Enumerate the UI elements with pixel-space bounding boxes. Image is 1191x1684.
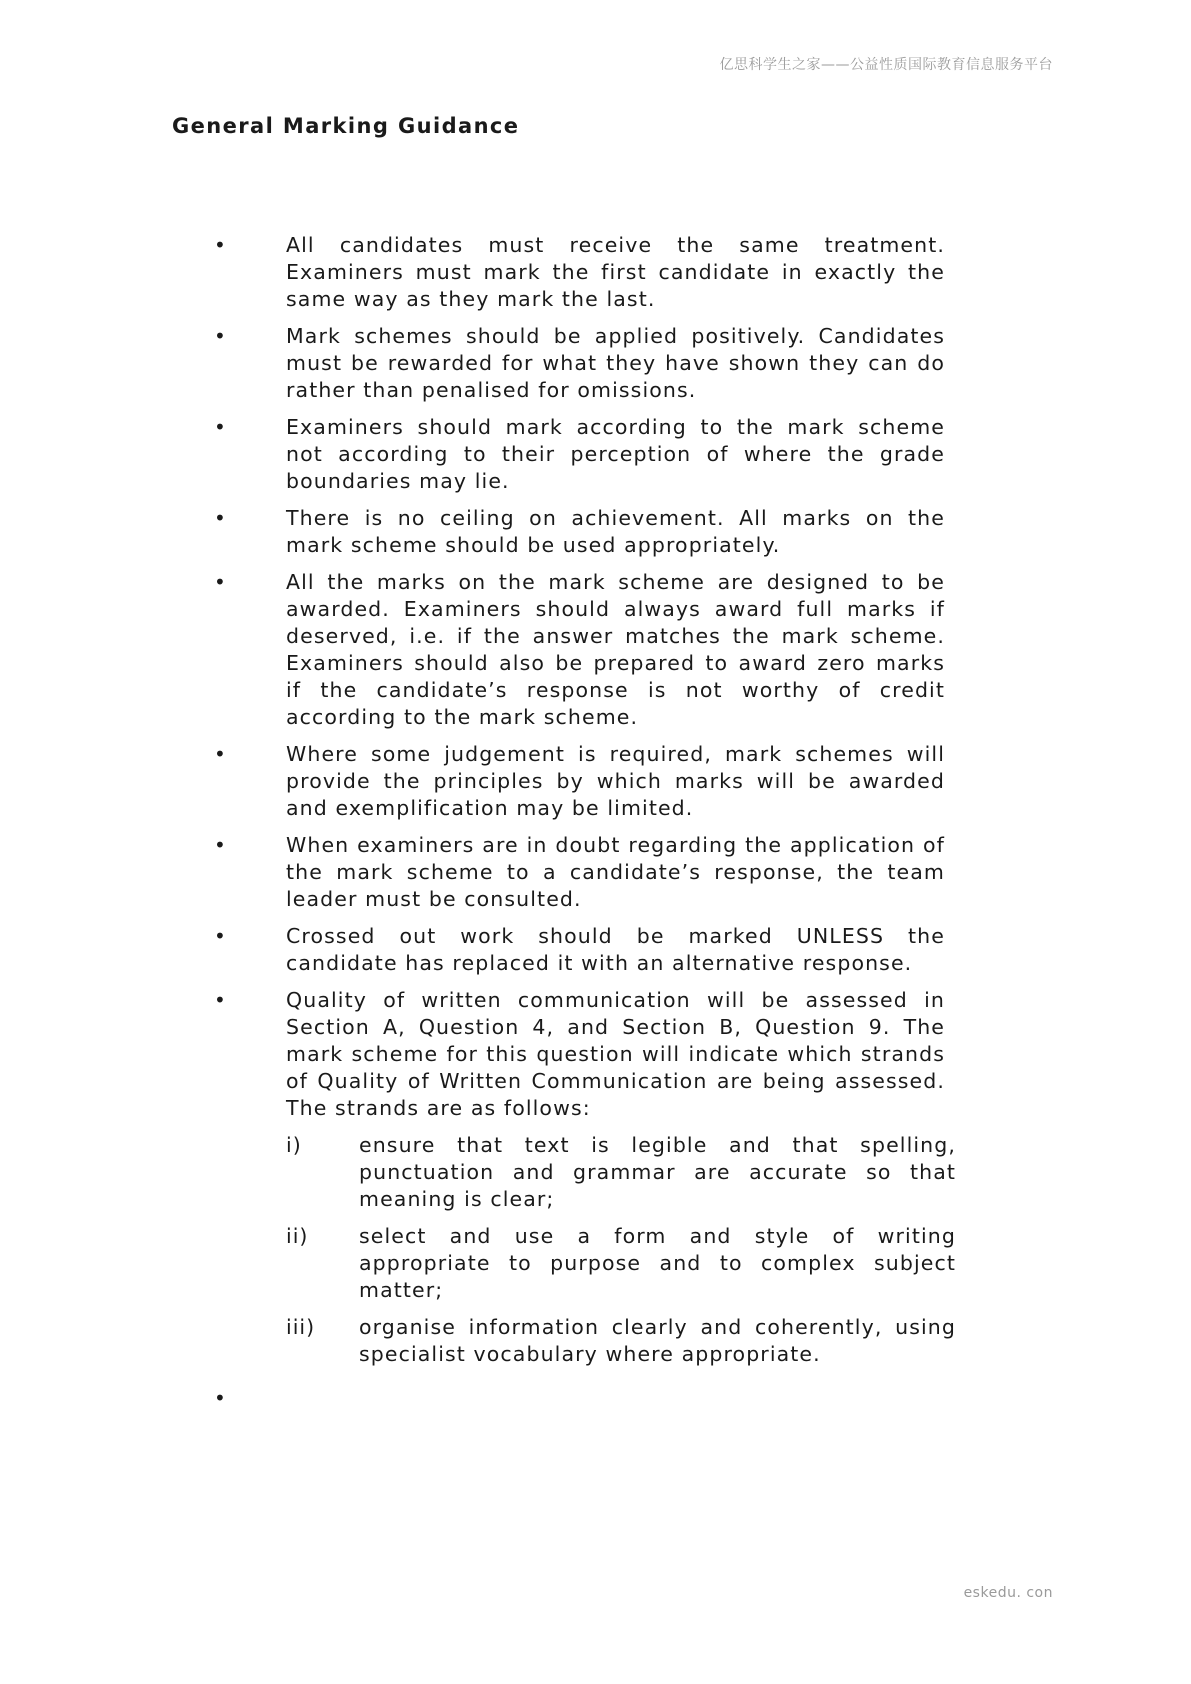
bullet-icon: • [214, 324, 226, 348]
qwc-strands-list [286, 1132, 956, 1368]
strand-text: select and use a form and style of writing appropriate to purpose and to complex subject matter; [359, 1224, 956, 1302]
strand-text: organise information clearly and coherently, using specialist vocabulary where appropriate. [359, 1315, 956, 1366]
strand-item-3 [286, 1314, 956, 1368]
strand-marker: ii) [286, 1224, 309, 1248]
strand-marker: i) [286, 1133, 302, 1157]
strand-item-1 [286, 1132, 956, 1213]
guidance-item-5 [200, 569, 945, 731]
guidance-text: Crossed out work should be marked UNLESS the candidate has replaced it with an alternative response. [286, 924, 945, 975]
guidance-text: Where some judgement is required, mark schemes will provide the principles by which marks will be awarded and exemplification may be limited. [286, 742, 945, 820]
strand-marker: iii) [286, 1315, 316, 1339]
guidance-text: Quality of written communication will be assessed in Section A, Question 4, and Section B, Question 9. The mark scheme for this question will indicate which strands of Quality of Written Communication are being assessed. The strands are as follows: [286, 988, 945, 1120]
guidance-text: There is no ceiling on achievement. All marks on the mark scheme should be used appropriately. [286, 506, 945, 557]
guidance-item-1 [200, 232, 945, 313]
watermark-header: 亿思科学生之家——公益性质国际教育信息服务平台 [719, 57, 1053, 73]
bullet-icon: • [214, 924, 226, 948]
bullet-icon: • [214, 570, 226, 594]
guidance-item-4 [200, 505, 945, 559]
guidance-list [200, 232, 956, 1378]
strand-item-2 [286, 1223, 956, 1304]
bullet-icon: • [214, 833, 226, 857]
bullet-icon: • [214, 742, 226, 766]
bullet-icon: • [214, 988, 226, 1012]
guidance-text: Examiners should mark according to the mark scheme not according to their perception of where the grade boundaries may lie. [286, 415, 945, 493]
watermark-footer: eskedu. con [963, 1585, 1053, 1601]
bullet-icon: • [214, 506, 226, 530]
bullet-icon: • [214, 415, 226, 439]
guidance-text: All the marks on the mark scheme are designed to be awarded. Examiners should always award full marks if deserved, i.e. if the answer matches the mark scheme. Examiners should also be prepared to award zero marks if the candidate’s response is not worthy of credit according to the mark scheme. [286, 570, 945, 729]
guidance-item-6 [200, 741, 945, 822]
guidance-item-3 [200, 414, 945, 495]
strand-text: ensure that text is legible and that spelling, punctuation and grammar are accurate so that meaning is clear; [359, 1133, 956, 1211]
guidance-item-7 [200, 832, 945, 913]
guidance-item-2 [200, 323, 945, 404]
empty-bullet-icon: • [214, 1386, 226, 1410]
guidance-item-9 [200, 987, 956, 1368]
guidance-text: When examiners are in doubt regarding the application of the mark scheme to a candidate’s response, the team leader must be consulted. [286, 833, 945, 911]
guidance-text: All candidates must receive the same treatment. Examiners must mark the first candidate in exactly the same way as they mark the last. [286, 233, 945, 311]
guidance-item-8 [200, 923, 945, 977]
guidance-text: Mark schemes should be applied positively. Candidates must be rewarded for what they have shown they can do rather than penalised for omissions. [286, 324, 945, 402]
page-title: General Marking Guidance [172, 114, 520, 138]
bullet-icon: • [214, 233, 226, 257]
